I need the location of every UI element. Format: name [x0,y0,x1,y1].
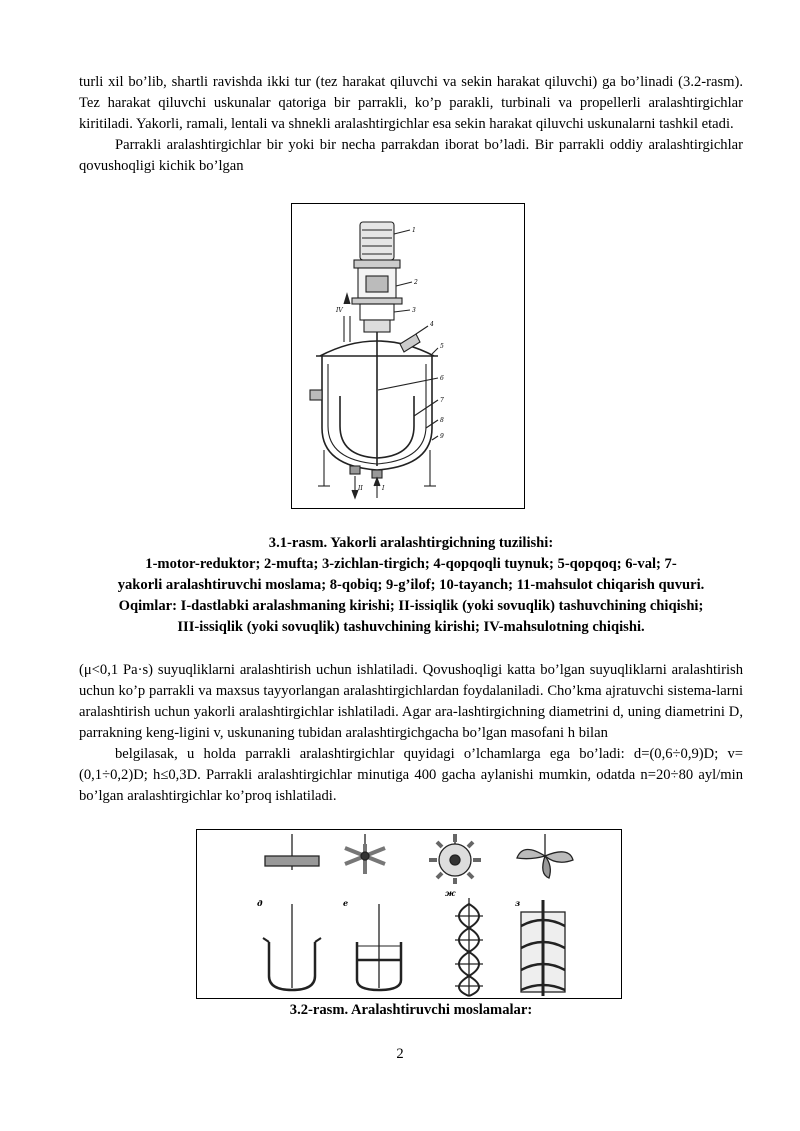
paragraph-3: (μ<0,1 Pa·s) suyuqliklarni aralashtirish uchun ishlatiladi. Qovushoqligi katta bo’lgan suyuqliklarni aralashtirish uchun ko’p parrakli va maxsus tayyorlangan aralashtirgichlardan foydalaniladi. Cho’kma ajratuvchi sistema-larni aralashtirish uchun yakorli aralashtirgichlar ishlatiladi. Agar ara-lashtirgichning diametrini d, uning diametrini D, parrakning keng-ligini v, uskunaning tubidan aralashtirgichgacha bo’lgan masofani h bilan [79,662,743,741]
fig2-label-d: д [257,898,263,908]
caption-line-4: III-issiqlik (yoki sovuqlik) tashuvchining kirishi; IV-mahsulotning chiqishi. [177,619,645,635]
fig1-label-5: 5 [440,343,444,350]
fig1-label-6: 6 [440,375,444,382]
fig1-label-1: 1 [412,227,416,234]
caption-line-3: Oqimlar: I-dastlabki aralashmaning kirishi; II-issiqlik (yoki sovuqlik) tashuvchining chiqishi; [118,598,704,614]
mixers-drawing [197,830,621,998]
fig2-label-e: е [343,898,349,908]
caption-line-1: 1-motor-reduktor; 2-mufta; 3-zichlan-tirgich; 4-qopqoqli tuynuk; 5-qopqoq; 6-val; 7- [145,556,677,572]
caption-title: 3.1-rasm. Yakorli aralashtirgichning tuzilishi: [268,535,554,551]
page-number: 2 [396,1046,404,1062]
fig1-stream-iv: IV [336,307,343,314]
fig1-label-3: 3 [412,307,416,314]
figure-reactor-diagram [291,203,525,509]
fig1-label-8: 8 [440,417,444,424]
fig1-label-9: 9 [440,433,444,440]
text-block-bottom [79,660,743,807]
fig1-label-2: 2 [414,279,418,286]
figure-2-caption: 3.2-rasm. Aralashtiruvchi moslamalar: [289,1002,533,1018]
fig1-stream-ii: II [358,485,363,492]
caption-line-2: yakorli aralashtiruvchi moslama; 8-qobiq; 9-g’ilof; 10-tayanch; 11-mahsulot chiqarish quvuri. [117,577,705,593]
fig2-label-zh: ж [445,888,456,898]
text-block-top [79,72,743,177]
fig1-stream-i: I [382,485,385,492]
paragraph-2: Parrakli aralashtirgichlar bir yoki bir necha parrakdan iborat bo’ladi. Bir parrakli oddiy aralashtirgichlar qovushoqligi kichik bo’lgan [79,137,743,174]
paragraph-4: belgilasak, u holda parrakli aralashtirgichlar quyidagi o’lchamlarga ega bo’ladi: d=(0,6÷0,9)D; v=(0,1÷0,2)D; h≤0,3D. Parrakli aralashtirgichlar minutiga 400 gacha aylanishi mumkin, odatda n=20÷80 ayl/min bo’lgan aralashtirgichlar ko’proq ishlatiladi. [79,746,743,804]
paragraph-1: turli xil bo’lib, shartli ravishda ikki tur (tez harakat qiluvchi va sekin harakat qiluvchi) ga bo’linadi (3.2-rasm). Tez harakat qiluvchi uskunalar qatoriga bir parrakli, ko’p parakli, turbinali va propellerli aralashtirgichlar kiritiladi. Yakorli, ramali, lentali va shnekli aralashtirgichlar esa sekin harakat qiluvchi uskunalarni tashkil etadi. [79,74,743,132]
figure-1-caption [79,533,743,638]
fig1-label-4: 4 [430,321,434,328]
figure-mixer-types [196,829,622,999]
fig2-label-z: з [515,898,521,908]
fig1-label-7: 7 [440,397,444,404]
reactor-drawing [292,204,524,508]
